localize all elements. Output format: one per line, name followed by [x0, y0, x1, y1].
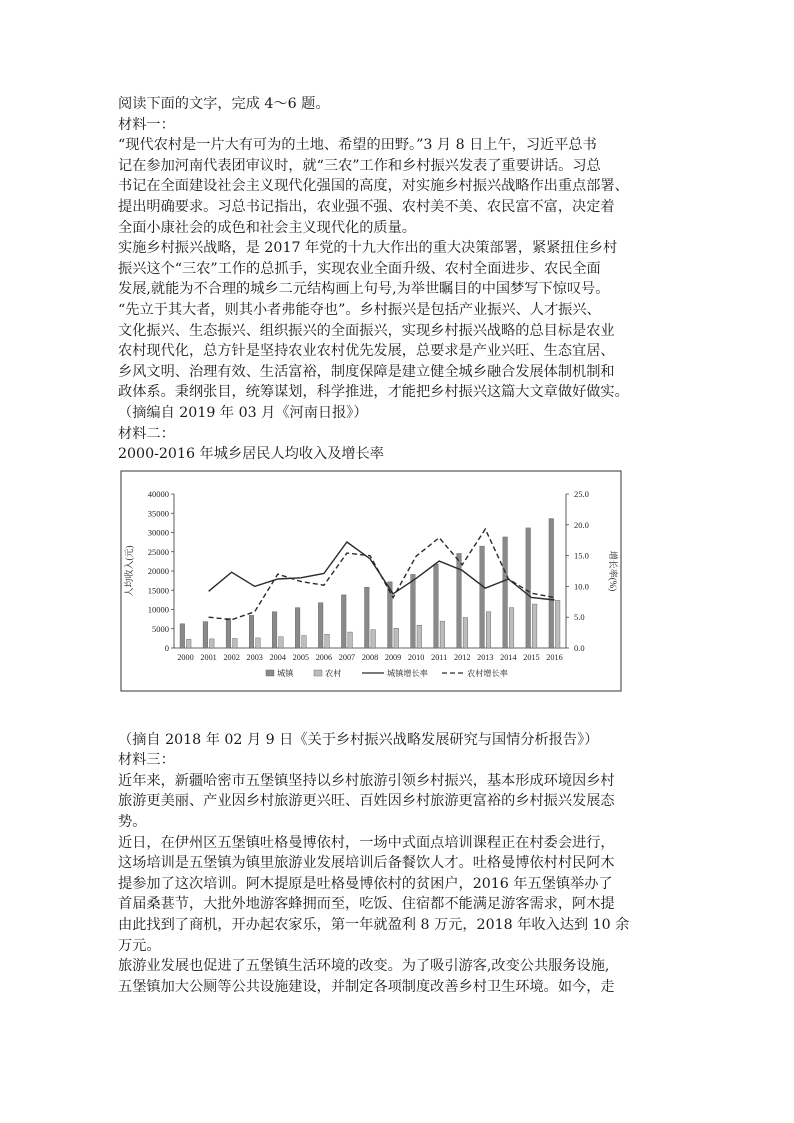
text-line: 提出明确要求。习总书记指出，农业强不强、农村美不美、农民富不富，决定着	[118, 198, 615, 215]
text-line: “先立于其大者，则其小者弗能夺也”。乡村振兴是包括产业振兴、人才振兴、	[118, 301, 601, 318]
x-tick-label: 2004	[269, 652, 286, 662]
x-tick-label: 2012	[454, 652, 471, 662]
bar-city	[226, 618, 231, 648]
income-chart-svg	[118, 468, 624, 694]
bar-rural	[209, 639, 214, 648]
bar-city	[249, 615, 254, 648]
bar-city	[180, 624, 185, 648]
document-page	[118, 94, 686, 997]
material-one-source: （摘编自 2019 年 03 月《河南日报》）	[118, 404, 368, 421]
text-line: 振兴这个“三农”工作的总抓手，实现农业全面升级、农村全面进步、农民全面	[118, 260, 601, 277]
material-three-heading: 材料三：	[118, 752, 175, 769]
bar-city	[434, 564, 439, 648]
y-tick-label-left: 20000	[147, 565, 169, 576]
text-line: 旅游更美丽、产业因乡村旅游更兴旺、百姓因乡村旅游更富裕的乡村振兴发展态	[118, 793, 615, 810]
text-line: 全面小康社会的成色和社会主义现代化的质量。	[118, 219, 416, 236]
material-two-heading: 材料二：	[118, 425, 175, 442]
bar-rural	[302, 635, 307, 648]
material-two-source: （摘自 2018 年 02 月 9 日《关于乡村振兴战略发展研究与国情分析报告》）	[118, 731, 599, 748]
bar-city	[272, 611, 277, 647]
y-tick-label-right: 10.0	[574, 581, 589, 592]
text-line: 乡风文明、治理有效、生活富裕，制度保障是建立健全城乡融合发展体制机制和	[118, 363, 615, 380]
x-tick-label: 2009	[384, 652, 402, 662]
text-line: 近日，在伊州区五堡镇吐格曼博依村，一场中式面点培训课程正在村委会进行，	[118, 834, 615, 851]
legend-swatch	[266, 670, 274, 676]
bar-city	[457, 553, 462, 648]
x-tick-label: 2015	[523, 652, 540, 662]
bar-city	[503, 537, 508, 648]
x-tick-label: 2007	[338, 652, 356, 662]
x-tick-label: 2013	[477, 652, 494, 662]
material-one-body	[118, 135, 686, 403]
x-tick-label: 2003	[246, 652, 263, 662]
y-axis-label: 人均收入(元)	[124, 545, 134, 597]
x-tick-label: 2008	[361, 652, 379, 662]
bar-rural	[186, 639, 191, 648]
bar-city	[526, 528, 531, 648]
text-line: 近年来，新疆哈密市五堡镇坚持以乡村旅游引领乡村振兴，基本形成环境因乡村	[118, 772, 615, 789]
y-tick-label-left: 35000	[147, 507, 169, 518]
bar-city	[341, 595, 346, 648]
bar-rural	[532, 604, 537, 648]
bar-rural	[279, 636, 284, 647]
y-tick-label-left: 5000	[152, 623, 169, 634]
text-line: 五堡镇加大公厕等公共设施建设，并制定各项制度改善乡村卫生环境。如今，走	[118, 978, 615, 995]
y-tick-label-left: 30000	[147, 527, 169, 538]
bar-rural	[417, 625, 422, 648]
bar-rural	[348, 632, 353, 648]
bar-rural	[463, 617, 468, 647]
legend-label: 城镇增长率	[387, 668, 428, 678]
y-tick-label-right: 15.0	[574, 550, 589, 561]
bar-city	[549, 518, 554, 647]
bar-rural	[394, 628, 399, 648]
bar-city	[295, 607, 300, 647]
bar-city	[480, 546, 485, 648]
text-line: 万元。	[118, 937, 161, 954]
x-tick-label: 2006	[315, 652, 333, 662]
x-tick-label: 2011	[431, 652, 448, 662]
y-tick-label-left: 40000	[147, 488, 169, 499]
x-tick-label: 2002	[223, 652, 240, 662]
y-tick-label-right: 25.0	[574, 488, 589, 499]
y-tick-label-left: 15000	[147, 584, 169, 595]
bar-rural	[555, 600, 560, 648]
text-line: “现代农村是一片大有可为的土地、希望的田野。”3 月 8 日上午，习近平总书	[118, 137, 597, 154]
bar-rural	[325, 634, 330, 648]
text-line: 这场培训是五堡镇为镇里旅游业发展培训后备餐饮人才。吐格曼博依村村民阿木	[118, 855, 615, 872]
text-line: 记在参加河南代表团审议时，就“三农”工作和乡村振兴发表了重要讲话。习总	[118, 157, 601, 174]
text-line: 实施乡村振兴战略，是 2017 年党的十九大作出的重大决策部署，紧紧扭住乡村	[118, 240, 618, 257]
text-line: 提参加了这次培训。阿木提原是吐格曼博依村的贫困户，2016 年五堡镇举办了	[118, 875, 613, 892]
intro-line: 阅读下面的文字，完成 4～6 题。	[118, 96, 330, 112]
bar-city	[365, 587, 370, 648]
bar-rural	[256, 638, 261, 648]
income-chart	[118, 468, 624, 694]
text-line: 书记在全面建设社会主义现代化强国的高度，对实施乡村振兴战略作出重点部署、	[118, 178, 629, 195]
legend-label: 农村	[325, 668, 342, 678]
y-tick-label-right: 5.0	[574, 611, 585, 622]
legend-label: 农村增长率	[467, 668, 508, 678]
bar-city	[318, 602, 323, 647]
bar-city	[203, 621, 208, 647]
x-tick-label: 2005	[292, 652, 310, 662]
bar-rural	[509, 607, 514, 647]
bar-rural	[371, 629, 376, 647]
material-three-body	[118, 771, 686, 998]
bar-rural	[233, 638, 238, 648]
bar-city	[411, 574, 416, 648]
x-tick-label: 2010	[407, 652, 425, 662]
y-tick-label-left: 0	[164, 642, 169, 653]
legend-swatch	[314, 670, 322, 676]
x-tick-label: 2016	[546, 652, 563, 662]
y-tick-label-right: 20.0	[574, 519, 589, 530]
text-line: 农村现代化，总方针是坚持农业农村优先发展，总要求是产业兴旺、生态宜居、	[118, 343, 615, 360]
x-tick-label: 2001	[200, 652, 217, 662]
bar-rural	[486, 611, 491, 647]
text-line: 发展,就能为不合理的城乡二元结构画上句号,为举世瞩目的中国梦写下惊叹号。	[118, 281, 610, 298]
x-tick-label: 2000	[177, 652, 194, 662]
text-line: 首届桑葚节，大批外地游客蜂拥而至，吃饭、住宿都不能满足游客需求，阿木提	[118, 896, 615, 913]
y-tick-label-left: 25000	[147, 546, 169, 557]
y-tick-label-left: 10000	[147, 604, 169, 615]
text-line: 文化振兴、生态振兴、组织振兴的全面振兴，实现乡村振兴战略的总目标是农业	[118, 322, 615, 339]
material-one-heading: 材料一：	[118, 116, 175, 133]
text-line: 政体系。秉纲张目，统筹谋划，科学推进，才能把乡村振兴这篇大文章做好做实。	[118, 384, 629, 401]
text-line: 由此找到了商机，开办起农家乐，第一年就盈利 8 万元，2018 年收入达到 10 余	[118, 917, 630, 934]
bar-rural	[440, 621, 445, 648]
y-tick-label-right: 0.0	[574, 642, 585, 653]
y2-axis-label: 增长率(%)	[608, 550, 618, 591]
text-line: 旅游业发展也促进了五堡镇生活环境的改变。为了吸引游客,改变公共服务设施,	[118, 958, 610, 975]
text-line: 势。	[118, 814, 147, 831]
chart-caption: 2000-2016 年城乡居民人均收入及增长率	[118, 446, 384, 463]
legend-label: 城镇	[277, 668, 294, 678]
x-tick-label: 2014	[500, 652, 517, 662]
